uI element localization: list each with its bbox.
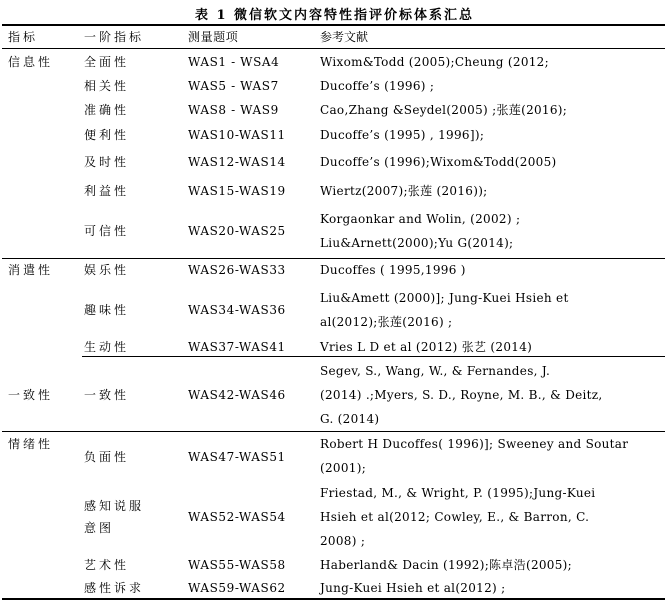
ref-cell: Robert H Ducoffes( 1996)]; Sweeney and Soutar xyxy=(320,437,629,451)
table-title: 表 1 微信软文内容特性指评价标体系汇总 xyxy=(194,8,475,23)
items-cell: WAS34-WAS36 xyxy=(188,303,286,317)
ref-cell: 2008) ; xyxy=(320,534,366,548)
ref-cell: Friestad, M., & Wright, P. (1995);Jung-Kuei xyxy=(320,486,596,500)
first-level-cell: 感知说服 xyxy=(84,499,145,513)
ref-cell: Liu&Amett (2000)]; Jung-Kuei Hsieh et xyxy=(320,291,569,305)
first-level-cell: 一致性 xyxy=(84,388,130,402)
group-label-informative: 信息性 xyxy=(8,55,54,69)
ref-cell: Korgaonkar and Wolin, (2002) ; xyxy=(320,212,521,226)
ref-cell: Segev, S., Wang, W., & Fernandes, J. xyxy=(320,364,551,378)
ref-cell: Ducoffe’s (1996) ; xyxy=(320,79,435,93)
items-cell: WAS5 - WAS7 xyxy=(188,79,279,93)
ref-cell: Wixom&Todd (2005);Cheung (2012; xyxy=(320,55,549,69)
ref-cell: Jung-Kuei Hsieh et al(2012) ; xyxy=(320,581,506,595)
first-level-cell-line2: 意图 xyxy=(84,521,115,535)
first-level-cell: 负面性 xyxy=(84,450,130,464)
group-label-entertainment: 消遣性 xyxy=(8,263,54,277)
items-cell: WAS15-WAS19 xyxy=(188,184,286,198)
items-cell: WAS47-WAS51 xyxy=(188,450,286,464)
items-cell: WAS1 - WSA4 xyxy=(188,55,280,69)
first-level-cell: 趣味性 xyxy=(84,303,130,317)
items-cell: WAS10-WAS11 xyxy=(188,128,286,142)
first-level-cell: 全面性 xyxy=(84,55,130,69)
header-indicator: 指标 xyxy=(8,30,39,44)
ref-cell: al(2012);张莲(2016) ; xyxy=(320,315,453,329)
first-level-cell: 可信性 xyxy=(84,224,130,238)
header-bottom-rule xyxy=(2,48,665,49)
ref-cell: (2014) .;Myers, S. D., Royne, M. B., & Deitz, xyxy=(320,388,603,402)
items-cell: WAS20-WAS25 xyxy=(188,224,286,238)
first-level-cell: 娱乐性 xyxy=(84,263,130,277)
ref-cell: Hsieh et al(2012; Cowley, E., & Barron, C. xyxy=(320,510,590,524)
items-cell: WAS26-WAS33 xyxy=(188,263,286,277)
group-label-emotional: 情绪性 xyxy=(8,437,54,451)
first-level-cell: 及时性 xyxy=(84,155,130,169)
ref-cell: Ducoffe’s (1996);Wixom&Todd(2005) xyxy=(320,155,557,169)
first-level-cell: 生动性 xyxy=(84,340,130,354)
first-level-cell: 感性诉求 xyxy=(84,581,145,595)
ref-cell: Ducoffe’s (1995) , 1996]); xyxy=(320,128,485,142)
ref-cell: Ducoffes ( 1995,1996 ) xyxy=(320,263,466,277)
first-level-cell: 艺术性 xyxy=(84,558,130,572)
items-cell: WAS37-WAS41 xyxy=(188,340,286,354)
group-label-consistency: 一致性 xyxy=(8,388,54,402)
ref-cell: Vries L D et al (2012) 张艺 (2014) xyxy=(320,340,533,354)
items-cell: WAS52-WAS54 xyxy=(188,510,286,524)
header-items: 测量题项 xyxy=(188,30,239,44)
ref-cell: Liu&Arnett(2000);Yu G(2014); xyxy=(320,236,514,250)
first-level-cell: 便利性 xyxy=(84,128,130,142)
ref-cell: Haberland& Dacin (1992);陈卓浩(2005); xyxy=(320,558,573,572)
items-cell: WAS42-WAS46 xyxy=(188,388,286,402)
ref-cell: Wiertz(2007);张莲 (2016)); xyxy=(320,184,488,198)
items-cell: WAS55-WAS58 xyxy=(188,558,286,572)
header-first-level: 一阶指标 xyxy=(84,30,145,44)
first-level-cell: 准确性 xyxy=(84,103,130,117)
header-refs: 参考文献 xyxy=(320,30,369,44)
first-level-cell: 利益性 xyxy=(84,184,130,198)
ref-cell: Cao,Zhang &Seydel(2005) ;张莲(2016); xyxy=(320,103,568,117)
ref-cell: (2001); xyxy=(320,461,367,475)
items-cell: WAS8 - WAS9 xyxy=(188,103,279,117)
ref-cell: G. (2014) xyxy=(320,412,380,426)
first-level-cell: 相关性 xyxy=(84,79,130,93)
items-cell: WAS59-WAS62 xyxy=(188,581,286,595)
items-cell: WAS12-WAS14 xyxy=(188,155,286,169)
group-rule-3 xyxy=(2,431,665,432)
